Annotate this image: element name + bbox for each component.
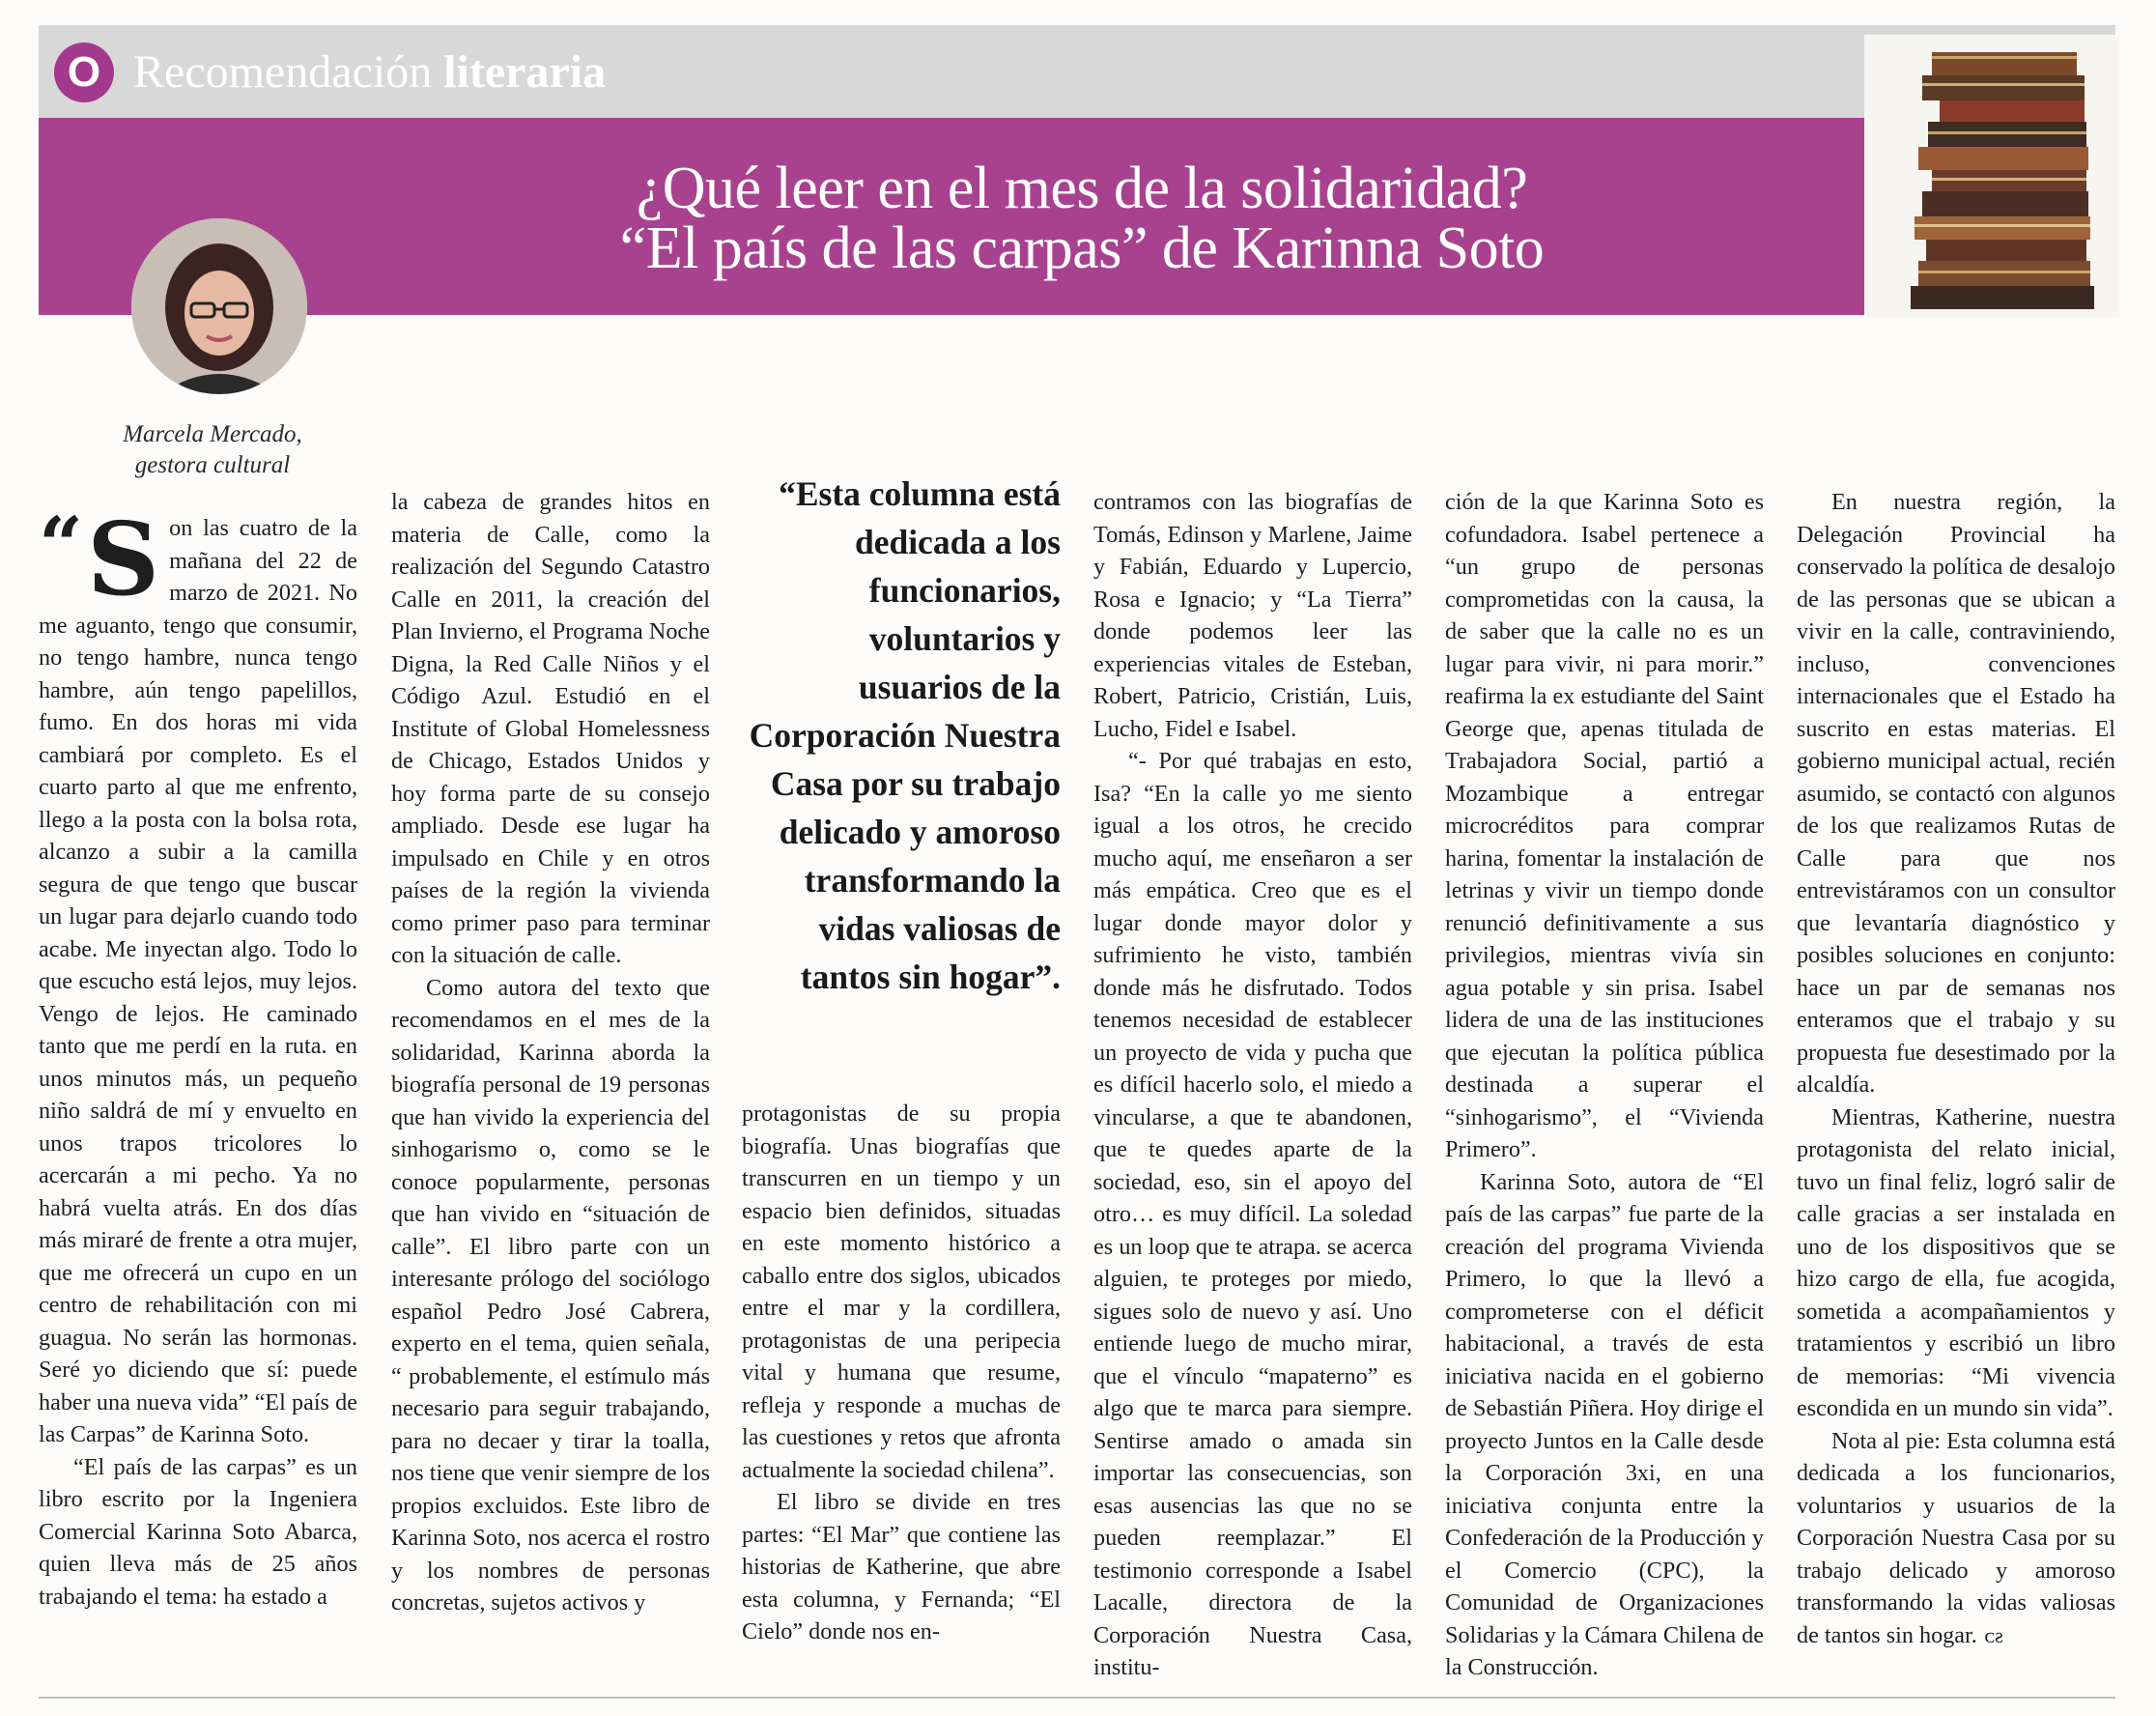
paragraph: contramos con las biografías de Tomás, Edinson y Marlene, Jaime y Fabián, Eduardo y Lupercio, Rosa e Ignacio; y “La Tierra” donde podemos leer las experiencias vitales de Esteban, Robert, Patricio, Cristián, Luis, Lucho, Fidel e Isabel. (1093, 489, 1412, 742)
paragraph: El libro se divide en tres partes: “El Mar” que contiene las historias de Katherine, que abre esta columna, y Fernanda; “El Cielo” donde nos en- (742, 1489, 1061, 1644)
section-badge: O (54, 43, 114, 102)
end-mark-icon: ᴄƨ (1984, 1622, 2003, 1647)
section-title (133, 43, 606, 102)
paragraph: protagonistas de su propia biografía. Unas biografías que transcurren en un tiempo y un espacio bien definidos, situadas en este momento histórico a caballo entre dos siglos, ubicados entre el mar y la cordillera, protagonistas de una peripecia vital y humana que resume, refleja y responde a muchas de las cuestiones y retos que afronta actualmente la sociedad chilena”. (742, 1101, 1061, 1483)
paragraph: “- Por qué trabajas en esto, Isa? “En la calle yo me siento igual a los otros, he crecido mucho aquí, me enseñaron a ser más empática. Creo que es el lugar donde mayor dolor y sufrimiento he visto, también donde más he disfrutado. Todos tenemos necesidad de establecer un proyecto de vida y pucha que es difícil hacerlo solo, el miedo a vincularse, a que te abandonen, que te quedes aparte de la sociedad, eso, sin el apoyo del otro… es muy difícil. La soledad es un loop que te atrapa. se acerca alguien, te proteges por miedo, sigues solo de nuevo y así. Uno entiende luego de mucho mirar, que el vínculo “mapaterno” es algo que te marca para siempre. Sentirse amado o amada sin importar las consecuencias, son esas ausencias las que no se pueden reemplazar.” El testimonio corresponde a Isabel Lacalle, directora de la Corporación Nuestra Casa, institu- (1093, 748, 1412, 1680)
avatar (131, 218, 307, 394)
article-column-3 (742, 1098, 1061, 1648)
article-column-4 (1093, 486, 1412, 1684)
bottom-divider (39, 1697, 2115, 1699)
article-column-1 (39, 500, 357, 1613)
article-column-2 (391, 486, 710, 1619)
headline-line-1: ¿Qué leer en el mes de la solidaridad? (636, 156, 1528, 221)
paragraph: la cabeza de grandes hitos en materia de Calle, como la realización del Segundo Catastro Calle en 2011, la creación del Plan Invierno, el Programa Noche Digna, la Red Calle Niños y el Código Azul. Estudió en el Institute of Global Homelessness de Chicago, Estados Unidos y hoy forma parte de su consejo ampliado. Desde ese lugar ha impulsado en Chile y en otros países de la región la vivienda como primer paso para terminar con la situación de calle. (391, 489, 710, 968)
paragraph: Mientras, Katherine, nuestra protagonista del relato inicial, tuvo un final feliz, logró salir de calle gracias a ser instalada en uno de los dispositivos que se hizo cargo de ella, fue acogida, sometida a acompañamientos y tratamientos y escribió un libro de memorias: “Mi vivencia escondida en un mundo sin vida”. (1797, 1103, 2115, 1421)
article-column-6 (1797, 486, 2115, 1651)
pull-quote: “Esta columna está dedicada a los funcionarios, voluntarios y usuarios de la Corporación Nuestra Casa por su trabajo delicado y amoroso transformando la vidas valiosas de tantos sin hogar”. (749, 474, 1061, 996)
opening-quote-mark: “ (39, 500, 84, 590)
footnote-text: Nota al pie: Esta columna está dedicada a los funcionarios, voluntarios y usuarios de la Corporación Nuestra Casa por su trabajo delicado y amoroso transformando la vidas valiosas de tantos sin hogar. (1797, 1427, 2115, 1648)
paragraph: on las cuatro de la mañana del 22 de marzo de 2021. No me aguanto, tengo que consumir, no tengo hambre, nunca tengo hambre, aún tengo papelillos, fumo. En dos horas mi vida cambiará por completo. Es el cuarto parto al que me enfrento, llego a la posta con la bolsa rota, alcanzo a subir a la camilla segura de que tengo que buscar un lugar para dejarlo cuando todo acabe. Me inyectan algo. Todo lo que escucho está lejos, muy lejos. Vengo de lejos. He caminado tanto que me perdí en la ruta. en unos minutos más, un pequeño niño saldrá de mí y envuelto en unos trapos tricolores lo acercarán a mi pecho. Ya no habrá vuelta atrás. En dos días más miraré de frente a otra mujer, que me ofrecerá un cupo en un centro de rehabilitación con mi guagua. No serán las hormonas. Seré yo diciendo que sí: puede haber una nueva vida” “El país de las Carpas” de Karinna Soto. (39, 515, 357, 1447)
paragraph: Karinna Soto, autora de “El país de las carpas” fue parte de la creación del programa Vivienda Primero, lo que la llevó a comprometerse con el déficit habitacional, a través de esta iniciativa nacida en el gobierno de Sebastián Piñera. Hoy dirige el proyecto Juntos en la Calle desde la Corporación 3xi, en una iniciativa conjunta entre la Confederación de la Producción y el Comercio (CPC), la Comunidad de Organizaciones Solidarias y la Cámara Chilena de la Construcción. (1445, 1168, 1764, 1680)
drop-cap: S (87, 500, 160, 618)
paragraph: Como autora del texto que recomendamos en el mes de la solidaridad, Karinna aborda la biografía personal de 19 personas que han vivido la experiencia del sinhogarismo o, como se le conoce popularmente, personas que han vivido en “situación de calle”. El libro parte con un interesante prólogo del sociólogo español Pedro José Cabrera, experto en el tema, quien señala, “ probablemente, el estímulo más necesario para seguir trabajando, para no decaer y tirar la toalla, nos tiene que venir siempre de los propios excluidos. Este libro de Karinna Soto, nos acerca el rostro y los nombres de personas concretas, sujetos activos y (391, 974, 710, 1616)
paragraph: En nuestra región, la Delegación Provincial ha conservado la política de desalojo de las personas que se ubican a vivir en la calle, contraviniendo, incluso, convenciones internacionales que el Estado ha suscrito en estas materias. El gobierno municipal actual, recién asumido, se contactó con algunos de los que realizamos Rutas de Calle para que nos entrevistáramos con un consultor que levantaría diagnóstico y posibles soluciones en conjunto: hace un par de semanas nos enteramos que el trabajo y su propuesta fue desestimado por la alcaldía. (1797, 489, 2115, 1098)
paragraph: ción de la que Karinna Soto es cofundadora. Isabel pertenece a “un grupo de personas comprometidas con la causa, la de saber que la calle no es un lugar para vivir, ni para morir.” reafirma la ex estudiante del Saint George que, apenas titulada de Trabajadora Social, partió a Mozambique a entregar microcréditos para comprar harina, fomentar la instalación de letrinas y vivir un tiempo donde renunció definitivamente a sus privilegios, mientras vivía sin agua potable y sin prisa. Isabel lidera de una de las instituciones que ejecutan la política pública destinada a superar el “sinhogarismo”, el “Vivienda Primero”. (1445, 489, 1764, 1162)
author-name: Marcela Mercado, (123, 421, 302, 447)
stack-of-books-icon (1864, 35, 2119, 317)
paragraph (1797, 1425, 2115, 1652)
section-title-light: Recomendación (133, 46, 433, 98)
headline-line-2: “El país de las carpas” de Karinna Soto (619, 215, 1545, 281)
paragraph: “El país de las carpas” es un libro escrito por la Ingeniera Comercial Karinna Soto Abarca, quien lleva más de 25 años trabajando el tema: ha estado a (39, 1453, 357, 1610)
article-column-5 (1445, 486, 1764, 1684)
section-title-bold: literaria (443, 46, 607, 98)
author-role: gestora cultural (134, 452, 291, 478)
